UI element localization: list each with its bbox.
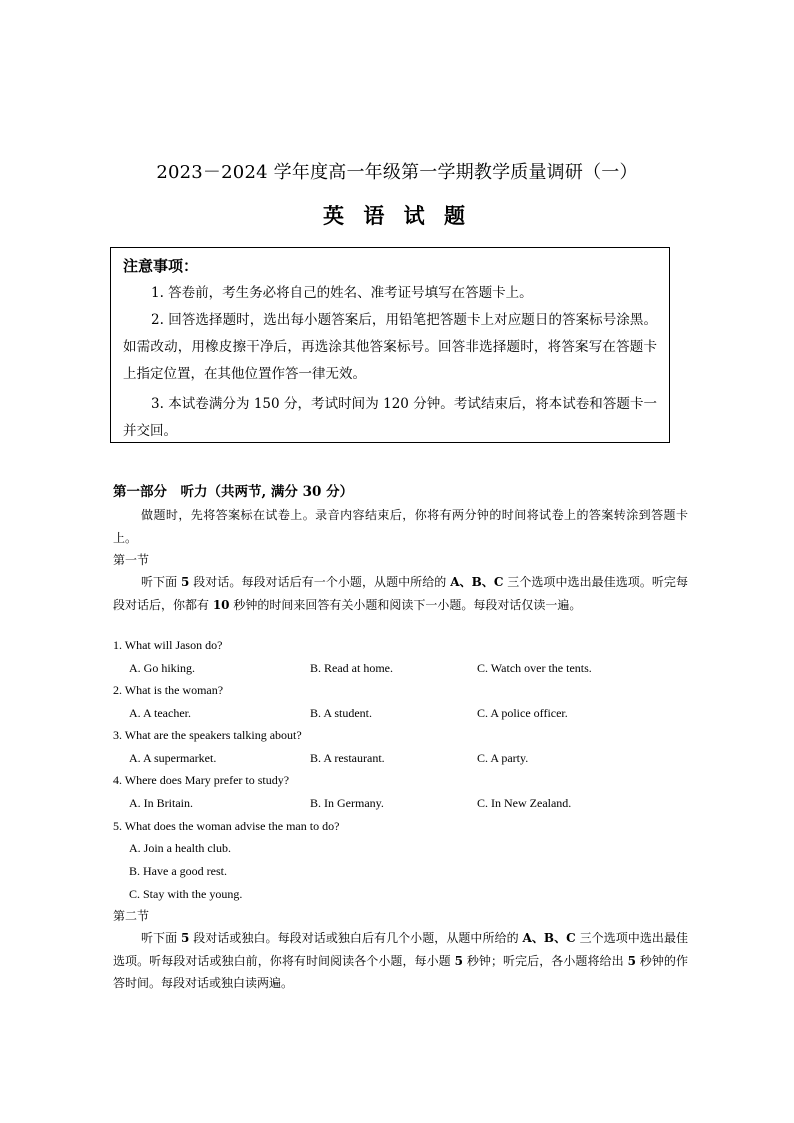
instruction-text: 听下面 <box>141 575 182 589</box>
exam-title: 2023－2024 学年度高一年级第一学期教学质量调研（一） <box>156 162 638 183</box>
notice-box <box>110 247 670 443</box>
instruction-text: 段对话或独白。每段对话或独白后有几个小题，从题中所给的 <box>189 931 523 945</box>
section-label: 第一节 <box>113 553 150 567</box>
option-b: B. Read at home. <box>310 661 393 675</box>
part-heading: 第一部分 听力（共两节, 满分 30 分） <box>113 484 354 500</box>
question-stem: 3. What are the speakers talking about? <box>113 728 302 742</box>
option-c: C. In New Zealand. <box>477 796 572 810</box>
question-stem: 1. What will Jason do? <box>113 638 223 652</box>
subject-title: 英 语 试 题 <box>323 203 471 228</box>
option-b: B. A restaurant. <box>310 751 385 765</box>
instruction-text: 秒钟的作答时间。每段对话或独白读两遍。 <box>113 953 688 990</box>
option-c: C. Watch over the tents. <box>477 661 592 675</box>
option-c: C. Stay with the young. <box>129 887 243 901</box>
instruction-text: 段对话。每段对话后有一个小题，从题中所给的 <box>189 575 451 589</box>
notice-item-1: 1. 答卷前，考生务必将自己的姓名、准考证号填写在答题卡上。 <box>151 285 533 301</box>
instruction-bold: 5 <box>181 575 190 589</box>
section-instruction <box>113 571 688 616</box>
notice-item-3: 3. 本试卷满分为 150 分，考试时间为 120 分钟。考试结束后，将本试卷和答题卡一并交回。 <box>123 396 657 439</box>
question-stem: 4. Where does Mary prefer to study? <box>113 773 290 787</box>
instruction-bold: 10 <box>212 597 230 612</box>
option-a: A. Join a health club. <box>129 841 231 855</box>
instruction-bold: 5 <box>627 953 636 968</box>
instruction-text: 三个选项中选出最佳选项。听完每段对话后，你都有 <box>113 575 688 612</box>
option-b: B. Have a good rest. <box>129 864 227 878</box>
instruction-text: 秒钟的时间来回答有关小题和阅读下一小题。每段对话仅读一遍。 <box>229 597 582 612</box>
question-stem: 2. What is the woman? <box>113 683 224 697</box>
option-a: A. Go hiking. <box>129 661 195 675</box>
instruction-text: 秒钟；听完后，各小题将给出 <box>462 953 628 968</box>
notice-item-2: 2. 回答选择题时，选出每小题答案后，用铅笔把答题卡上对应题日的答案标号涂黑。如需改动，用橡皮擦干净后，再选涂其他答案标号。回答非选择题时，将答案写在答题卡上指定位置，在其他位置作答一律无效。 <box>123 312 657 382</box>
question-stem: 5. What does the woman advise the man to do? <box>113 819 340 833</box>
option-c: C. A party. <box>477 751 529 765</box>
section-label: 第二节 <box>113 909 150 923</box>
instruction-text: 三个选项中选出最佳选项。听每段对话或独白前，你将有时间阅读各个小题，每小题 <box>113 931 688 968</box>
option-a: A. A teacher. <box>129 706 191 720</box>
instruction-bold: A、B、C <box>450 575 504 589</box>
option-b: B. A student. <box>310 706 373 720</box>
instruction-bold: A、B、C <box>522 931 576 945</box>
option-b: B. In Germany. <box>310 796 384 810</box>
option-a: A. A supermarket. <box>129 751 217 765</box>
option-a: A. In Britain. <box>129 796 193 810</box>
option-c: C. A police officer. <box>477 706 568 720</box>
instruction-text: 听下面 <box>141 931 182 945</box>
instruction-bold: 5 <box>454 953 463 968</box>
part-instruction: 做题时，先将答案标在试卷上。录音内容结束后，你将有两分钟的时间将试卷上的答案转涂到答题卡上。 <box>113 508 688 545</box>
instruction-bold: 5 <box>181 931 190 945</box>
section-instruction <box>113 927 688 995</box>
notice-heading: 注意事项： <box>123 257 199 275</box>
